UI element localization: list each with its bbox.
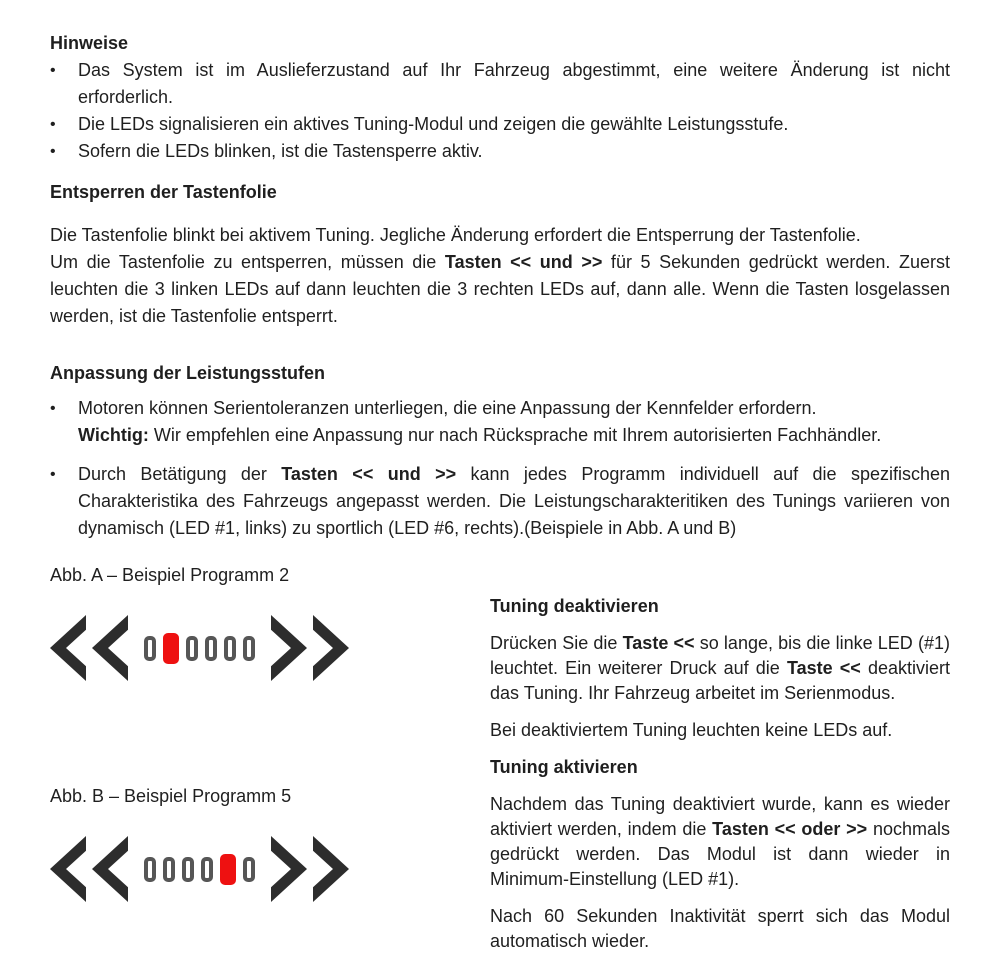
bold-text-segment: Tasten << oder >> [712, 819, 868, 839]
text-line [50, 276, 950, 303]
text-line [490, 792, 950, 817]
text-segment: Sofern die LEDs blinken, ist die Tastensperre aktiv. [78, 141, 483, 161]
list-item [50, 111, 950, 138]
text-line [78, 395, 950, 422]
instructions-column [490, 562, 950, 954]
text-segment: gedrückt werden. Das Modul ist dann wieder in [490, 844, 950, 864]
figure-a-label: Abb. A – Beispiel Programm 2 [50, 565, 290, 585]
text-line [490, 904, 950, 929]
led-indicator [224, 636, 236, 661]
text-segment: Motoren können Serientoleranzen unterliegen, die eine Anpassung der Kennfelder erfordern. [78, 398, 817, 418]
text-segment: kann jedes Programm individuell auf die spezifischen [456, 464, 950, 484]
text-line [50, 303, 950, 330]
bullet-icon: • [50, 466, 56, 483]
list-item-text [78, 57, 950, 111]
text-segment: so lange, bis die linke LED (#1) [694, 633, 950, 653]
led-indicator [182, 857, 194, 882]
text-line [78, 488, 950, 515]
chevron-left-double-icon [50, 615, 128, 681]
led-indicator [186, 636, 198, 661]
bullet-icon: • [50, 400, 56, 417]
list-item-text [78, 461, 950, 542]
list-item-text [78, 395, 950, 449]
text-segment: dynamisch (LED #1, links) zu sportlich (LED #6, rechts).(Beispiele in Abb. A und B) [78, 518, 737, 538]
text-line [78, 138, 950, 165]
text-segment: automatisch wieder. [490, 931, 650, 951]
anpassung-bullet-list [50, 395, 950, 542]
text-line [490, 656, 950, 681]
text-line [490, 631, 950, 656]
bullet-icon: • [50, 143, 56, 160]
text-line [78, 461, 950, 488]
bold-text-segment: Wichtig: [78, 425, 149, 445]
text-segment: Drücken Sie die [490, 633, 623, 653]
section-title-tuning-aktivieren: Tuning aktivieren [490, 757, 638, 777]
text-segment: Charakteristika des Fahrzeugs angepasst werden. Die Leistungscharakteritiken des Tunings variieren von [78, 491, 950, 511]
section-title-entsperren: Entsperren der Tastenfolie [50, 182, 277, 202]
text-segment: Das System ist im Auslieferzustand auf Ihr Fahrzeug abgestimmt, eine weitere Änderung ist nicht [78, 60, 950, 80]
text-segment: aktiviert werden, indem die [490, 819, 713, 839]
text-segment: Minimum-Einstellung (LED #1). [490, 869, 740, 889]
deactivate-paragraph [490, 631, 950, 706]
figure-b-label: Abb. B – Beispiel Programm 5 [50, 786, 292, 806]
chevron-left-double-icon [50, 836, 128, 902]
led-indicator-active [163, 633, 179, 664]
led-row [144, 633, 255, 664]
text-segment: für 5 Sekunden gedrückt werden. Zuerst [602, 252, 950, 272]
section-title-hinweise: Hinweise [50, 33, 129, 53]
deactivate-note [490, 718, 950, 743]
bold-text-segment: Taste << [622, 633, 695, 653]
text-line [490, 681, 950, 706]
text-segment: Wir empfehlen eine Anpassung nur nach Rücksprache mit Ihrem autorisierten Fachhändler. [148, 425, 882, 445]
text-segment: Um die Tastenfolie zu entsperren, müssen die [50, 252, 445, 272]
text-line [490, 842, 950, 867]
activate-timeout-paragraph [490, 904, 950, 954]
bold-text-segment: Taste << [786, 658, 861, 678]
text-segment: leuchtet. Ein weiterer Druck auf die [490, 658, 787, 678]
text-segment: das Tuning. Ihr Fahrzeug arbeitet im Serienmodus. [490, 683, 896, 703]
figures-and-instructions [50, 562, 950, 954]
list-item [50, 138, 950, 165]
list-item [50, 57, 950, 111]
text-line [490, 817, 950, 842]
bullet-icon: • [50, 116, 56, 133]
figures-column [50, 562, 490, 954]
bold-text-segment: Tasten << und >> [281, 464, 457, 484]
entsperren-paragraph [50, 222, 950, 330]
text-segment: Durch Betätigung der [78, 464, 282, 484]
chevron-right-double-icon [271, 836, 349, 902]
text-segment: Nach 60 Sekunden Inaktivität sperrt sich das Modul [490, 906, 950, 926]
led-indicator [243, 857, 255, 882]
led-indicator [144, 636, 156, 661]
text-line [78, 515, 950, 542]
text-line [78, 57, 950, 84]
chevron-right-double-icon [271, 615, 349, 681]
bullet-icon: • [50, 62, 56, 79]
figure-a-led-panel [50, 615, 490, 681]
text-segment: Die LEDs signalisieren ein aktives Tuning-Modul und zeigen die gewählte Leistungsstufe. [78, 114, 789, 134]
text-line [490, 929, 950, 954]
led-indicator-active [220, 854, 236, 885]
led-indicator [144, 857, 156, 882]
led-indicator [163, 857, 175, 882]
text-segment: leuchten die 3 linken LEDs auf dann leuchten die 3 rechten LEDs auf, dann alle. Wenn die Tasten losgelassen [50, 279, 950, 299]
list-item-text [78, 111, 950, 138]
text-segment: werden, ist die Tastenfolie entsperrt. [50, 306, 338, 326]
list-item [50, 395, 950, 449]
list-item-text [78, 138, 950, 165]
list-item [50, 461, 950, 542]
text-line [490, 867, 950, 892]
bold-text-segment: Tasten << und >> [444, 252, 603, 272]
text-segment: Bei deaktiviertem Tuning leuchten keine LEDs auf. [490, 720, 893, 740]
led-indicator [205, 636, 217, 661]
led-indicator [201, 857, 213, 882]
figure-b-led-panel [50, 836, 490, 902]
text-line [78, 111, 950, 138]
text-line [50, 249, 950, 276]
text-line [78, 422, 950, 449]
activate-paragraph [490, 792, 950, 892]
text-line [78, 84, 950, 111]
text-segment: deaktiviert [860, 658, 950, 678]
section-title-tuning-deaktivieren: Tuning deaktivieren [490, 596, 659, 616]
led-row [144, 854, 255, 885]
text-segment: nochmals [867, 819, 950, 839]
text-segment: Nachdem das Tuning deaktiviert wurde, kann es wieder [490, 794, 950, 814]
text-segment: erforderlich. [78, 87, 174, 107]
text-segment: Die Tastenfolie blinkt bei aktivem Tuning. Jegliche Änderung erfordert die Entsperrung der Tastenfolie. [50, 225, 861, 245]
section-title-anpassung: Anpassung der Leistungsstufen [50, 363, 326, 383]
led-indicator [243, 636, 255, 661]
hinweise-bullet-list [50, 57, 950, 165]
text-line [490, 718, 950, 743]
text-line [50, 222, 950, 249]
